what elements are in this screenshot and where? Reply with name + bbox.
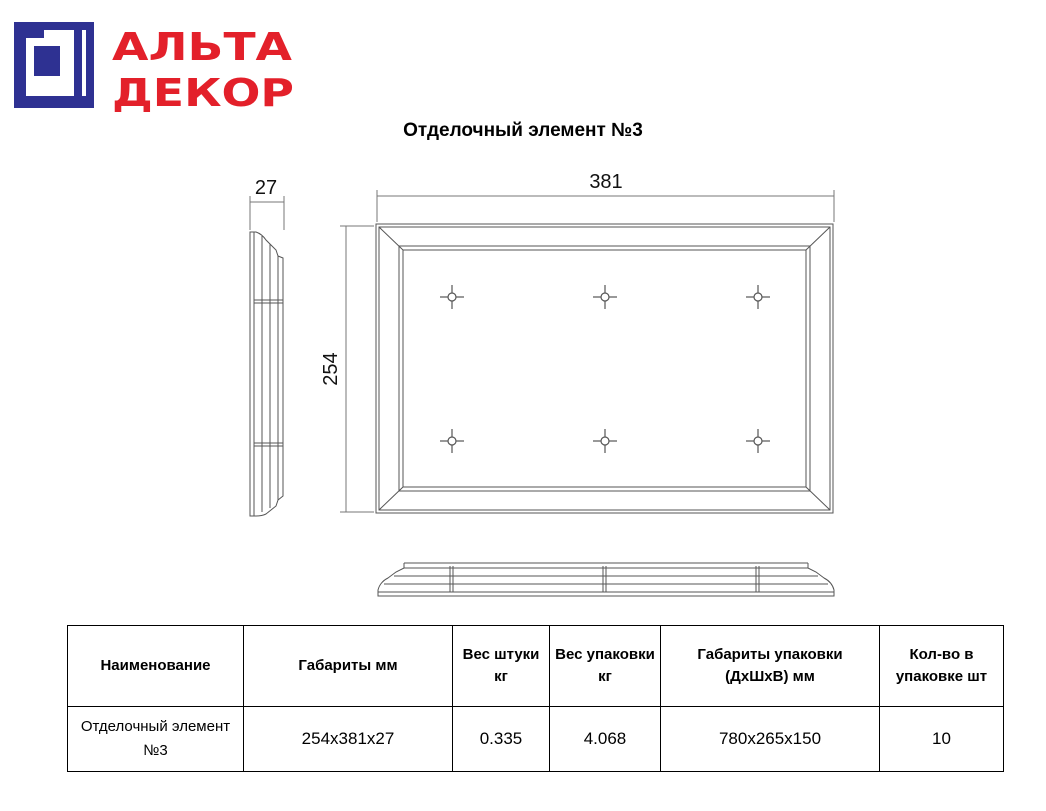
header-package-weight: Вес упаковки кг <box>550 626 661 707</box>
cell-package-dimensions: 780x265x150 <box>661 707 880 772</box>
front-view <box>376 224 833 513</box>
table-header-row <box>68 626 1004 707</box>
header-dimensions: Габариты мм <box>244 626 453 707</box>
cell-quantity: 10 <box>880 707 1004 772</box>
cell-name: Отделочный элемент №3 <box>68 707 244 772</box>
bottom-view <box>378 563 834 596</box>
height-dimension-label: 254 <box>320 352 342 386</box>
cell-dimensions: 254x381x27 <box>244 707 453 772</box>
table-row <box>68 707 1004 772</box>
cell-unit-weight: 0.335 <box>453 707 550 772</box>
specifications-table <box>67 625 1004 772</box>
page-title: Отделочный элемент №3 <box>403 120 643 141</box>
logo-line1: АЛЬТА <box>112 25 293 69</box>
header-quantity: Кол-во в упаковке шт <box>880 626 1004 707</box>
depth-dimension-label: 27 <box>254 177 278 199</box>
mounting-marks <box>440 285 770 453</box>
side-view <box>250 232 283 516</box>
width-dimension-label: 381 <box>589 171 623 193</box>
header-name: Наименование <box>68 626 244 707</box>
logo-line2: ДЕКОР <box>112 71 294 112</box>
header-package-dimensions: Габариты упаковки (ДхШхВ) мм <box>661 626 880 707</box>
cell-package-weight: 4.068 <box>550 707 661 772</box>
header-unit-weight: Вес штуки кг <box>453 626 550 707</box>
